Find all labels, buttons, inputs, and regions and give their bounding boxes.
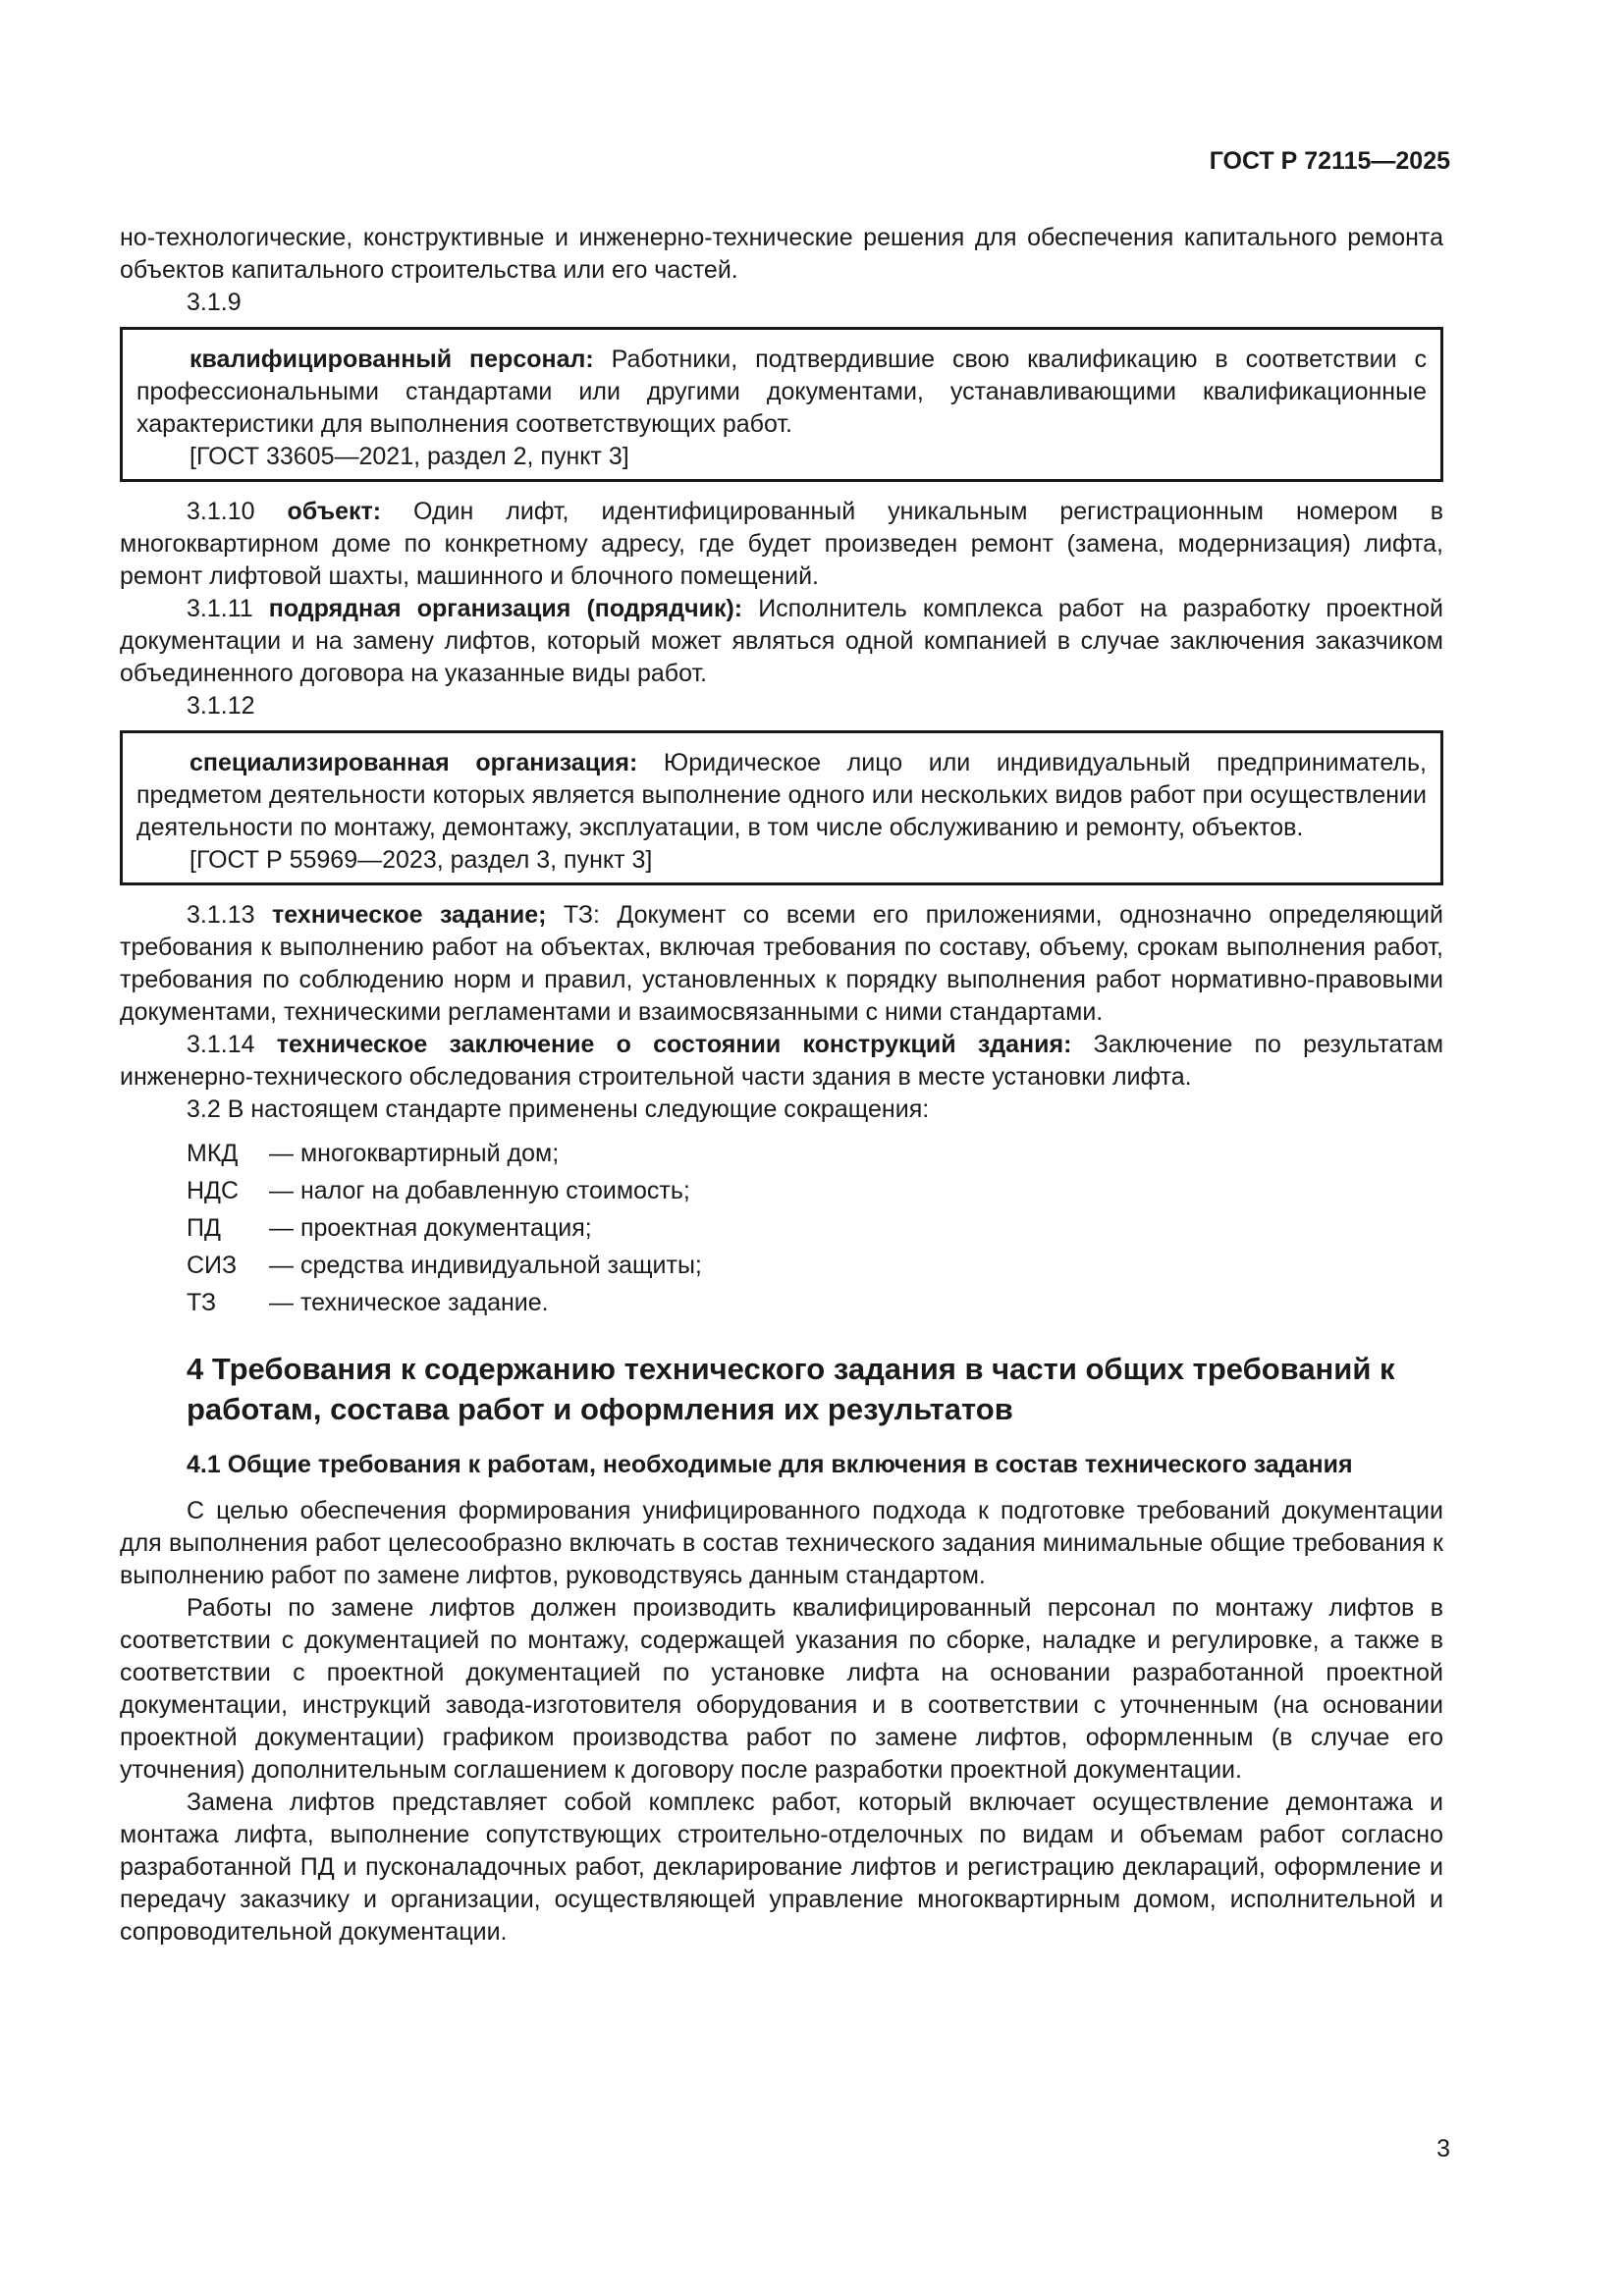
definition-3-1-9 [136,344,1427,441]
abbreviation: ПД [187,1214,221,1242]
term-contractor: подрядная организация (подрядчик): [268,595,743,622]
abbreviation: СИЗ [187,1252,238,1279]
abbreviations-list [120,1138,1443,1319]
abbreviation: НДС [187,1177,240,1204]
term-technical-assignment: техническое задание; [271,901,547,929]
abbreviation-item [120,1138,1443,1170]
term-object: объект: [287,498,382,525]
clause-number: 3.1.13 [187,901,272,929]
abbreviation: МКД [187,1140,239,1167]
subsection-4-1-title: 4.1 Общие требования к работам, необходимые для включения в состав технического задания [187,1451,1353,1478]
clause-number: 3.1.14 [187,1031,277,1058]
definition-3-1-10 [120,496,1443,593]
definition-3-1-11 [120,593,1443,690]
intro-paragraph: но-технологические, конструктивные и инженерно-технические решения для обеспечения капитального ремонта объектов капитального строительства или его частей. [120,224,1443,284]
definition-box-3-1-12 [120,730,1443,885]
abbreviation-description: — проектная документация; [269,1214,592,1242]
definition-text: Исполнитель комплекса работ на разработку проектной документации и на замену лифтов, который может являться одной компанией в случае заключения заказчиком объединенного договора на указанные виды работ. [120,595,1443,687]
definition-text: ТЗ: Документ со всеми его приложениями, однозначно определяющий требования к выполнению работ на объектах, включая требования по составу, объему, срокам выполнения работ, требования по соблюдению норм и правил, установленных к порядку выполнения работ нормативно-правовыми документами, техническими регламентами и взаимосвязанными с ними стандартами. [120,901,1443,1026]
abbreviations-intro: 3.2 В настоящем стандарте применены следующие сокращения: [187,1095,930,1123]
section-4-paragraph: Работы по замене лифтов должен производить квалифицированный персонал по монтажу лифтов в соответствии с документацией по монтажу, содержащей указания по сборке, наладке и регулировке, а также в соответствии с проектной документацией по установке лифта на основании разработанной проектной документации, инструкций завода-изготовителя оборудования и в соответствии с уточненным (на основании проектной документации) графиком производства работ по замене лифтов, оформленным (в случае его уточнения) дополнительным соглашением к договору после разработки проектной документации. [120,1594,1443,1784]
abbreviation-item [120,1287,1443,1319]
definition-3-1-12 [136,747,1427,844]
abbreviation-item [120,1250,1443,1282]
abbreviation-item [120,1175,1443,1207]
section-4-paragraph: Замена лифтов представляет собой комплекс работ, который включает осуществление демонтажа и монтажа лифта, выполнение сопутствующих строительно-отделочных по видам и объемам работ согласно разработанной ПД и пусконаладочных работ, декларирование лифтов и регистрацию деклараций, оформление и передачу заказчику и организации, осуществляющей управление многоквартирным домом, исполнительной и сопроводительной документации. [120,1789,1443,1946]
page-content [120,222,1443,1949]
standard-id-header: ГОСТ Р 72115—2025 [1209,147,1450,175]
clause-number: 3.1.10 [187,498,288,525]
term-qualified-personnel: квалифицированный персонал: [189,346,594,373]
section-4-title: 4 Требования к содержанию технического задания в части общих требований к работам, состава работ и оформления их результатов [187,1352,1395,1426]
abbreviation-description: — налог на добавленную стоимость; [269,1177,690,1204]
section-4-paragraph: С целью обеспечения формирования унифицированного подхода к подготовке требований документации для выполнения работ целесообразно включать в состав технического задания минимальные общие требования к выполнению работ по замене лифтов, руководствуясь данным стандартом. [120,1497,1443,1589]
clause-number-3-1-12: 3.1.12 [187,692,255,720]
clause-number-3-1-9: 3.1.9 [187,289,242,316]
definition-reference: [ГОСТ 33605—2021, раздел 2, пункт 3] [189,443,629,470]
abbreviation-description: — многоквартирный дом; [269,1140,560,1167]
definition-3-1-14 [120,1029,1443,1094]
term-technical-conclusion: техническое заключение о состоянии конструкций здания: [276,1031,1072,1058]
definition-box-3-1-9 [120,327,1443,482]
clause-number: 3.1.11 [187,595,269,622]
abbreviation-item [120,1212,1443,1245]
definition-text: Один лифт, идентифицированный уникальным регистрационным номером в многоквартирном доме по конкретному адресу, где будет произведен ремонт (замена, модернизация) лифта, ремонт лифтовой шахты, машинного и блочного помещений. [120,498,1443,590]
abbreviation-description: — техническое задание. [269,1289,549,1316]
term-specialized-organization: специализированная организация: [189,749,638,776]
definition-3-1-13 [120,899,1443,1029]
definition-reference: [ГОСТ Р 55969—2023, раздел 3, пункт 3] [189,846,653,874]
definition-text: Юридическое лицо или индивидуальный предприниматель, предметом деятельности которых является выполнение одного или нескольких видов работ при осуществлении деятельности по монтажу, демонтажу, эксплуатации, в том числе обслуживанию и ремонту, объектов. [136,749,1427,841]
abbreviation-description: — средства индивидуальной защиты; [269,1252,702,1279]
definition-text: Работники, подтвердившие свою квалификацию в соответствии с профессиональными стандартами или другими документами, устанавливающими квалификационные характеристики для выполнения соответствующих работ. [136,346,1428,438]
definition-text: Заключение по результатам инженерно-технического обследования строительной части здания в месте установки лифта. [120,1031,1444,1091]
abbreviation: ТЗ [187,1289,217,1316]
page-number: 3 [1436,2135,1450,2163]
